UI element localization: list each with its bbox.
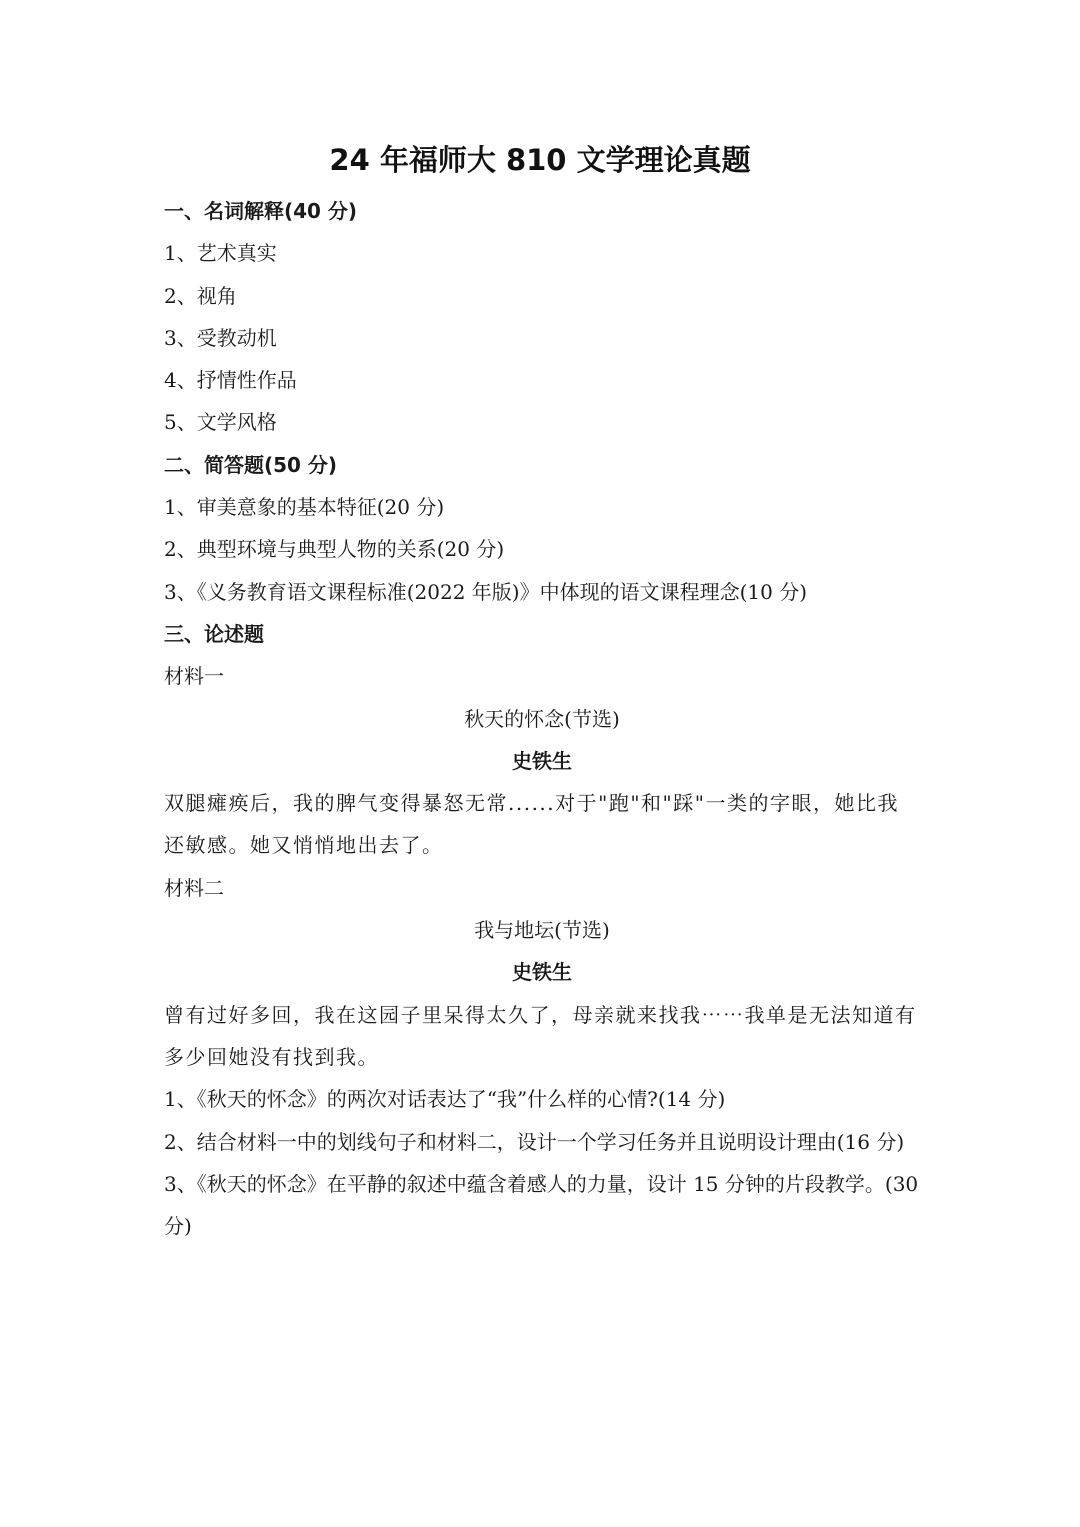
- document-body: [164, 190, 920, 1247]
- term-item-5: 5、文学风格: [164, 410, 277, 435]
- essay-question-3: 3、《秋天的怀念》在平静的叙述中蕴含着感人的力量，设计 15 分钟的片段教学。(30 分): [164, 1171, 919, 1239]
- material-1-text: 双腿瘫痪后，我的脾气变得暴怒无常......对于"跑"和"踩"一类的字眼，她比我还敏感。她又悄悄地出去了。: [164, 791, 899, 858]
- term-item-3: 3、受教动机: [164, 325, 277, 350]
- short-answer-item-3: 3、《义务教育语文课程标准(2022 年版)》中体现的语文课程理念(10 分): [164, 579, 807, 604]
- material-2-text: 曾有过好多回，我在这园子里呆得太久了，母亲就来找我⋯⋯我单是无法知道有多少回她没有找到我。: [164, 1002, 917, 1069]
- material-1-author: 史铁生: [512, 748, 572, 773]
- term-item-4: 4、抒情性作品: [164, 368, 297, 393]
- section-heading-terms: 一、名词解释(40 分): [164, 199, 358, 223]
- section-heading-short-answer: 二、简答题(50 分): [164, 452, 338, 477]
- essay-question-1: 1、《秋天的怀念》的两次对话表达了“我”什么样的心情?(14 分): [164, 1087, 726, 1112]
- material-1-label: 材料一: [164, 664, 224, 689]
- short-answer-item-1: 1、审美意象的基本特征(20 分): [164, 495, 445, 520]
- essay-question-2: 2、结合材料一中的划线句子和材料二，设计一个学习任务并且说明设计理由(16 分): [164, 1129, 905, 1154]
- term-item-1: 1、艺术真实: [164, 241, 277, 266]
- short-answer-item-2: 2、典型环境与典型人物的关系(20 分): [164, 537, 505, 562]
- material-2-author: 史铁生: [512, 960, 572, 985]
- material-2-title: 我与地坛(节选): [474, 918, 610, 943]
- section-heading-essay: 三、论述题: [164, 621, 264, 646]
- material-2-label: 材料二: [164, 875, 224, 900]
- document-title: 24 年福师大 810 文学理论真题: [329, 143, 751, 177]
- material-1-title: 秋天的怀念(节选): [464, 706, 620, 731]
- term-item-2: 2、视角: [164, 283, 237, 308]
